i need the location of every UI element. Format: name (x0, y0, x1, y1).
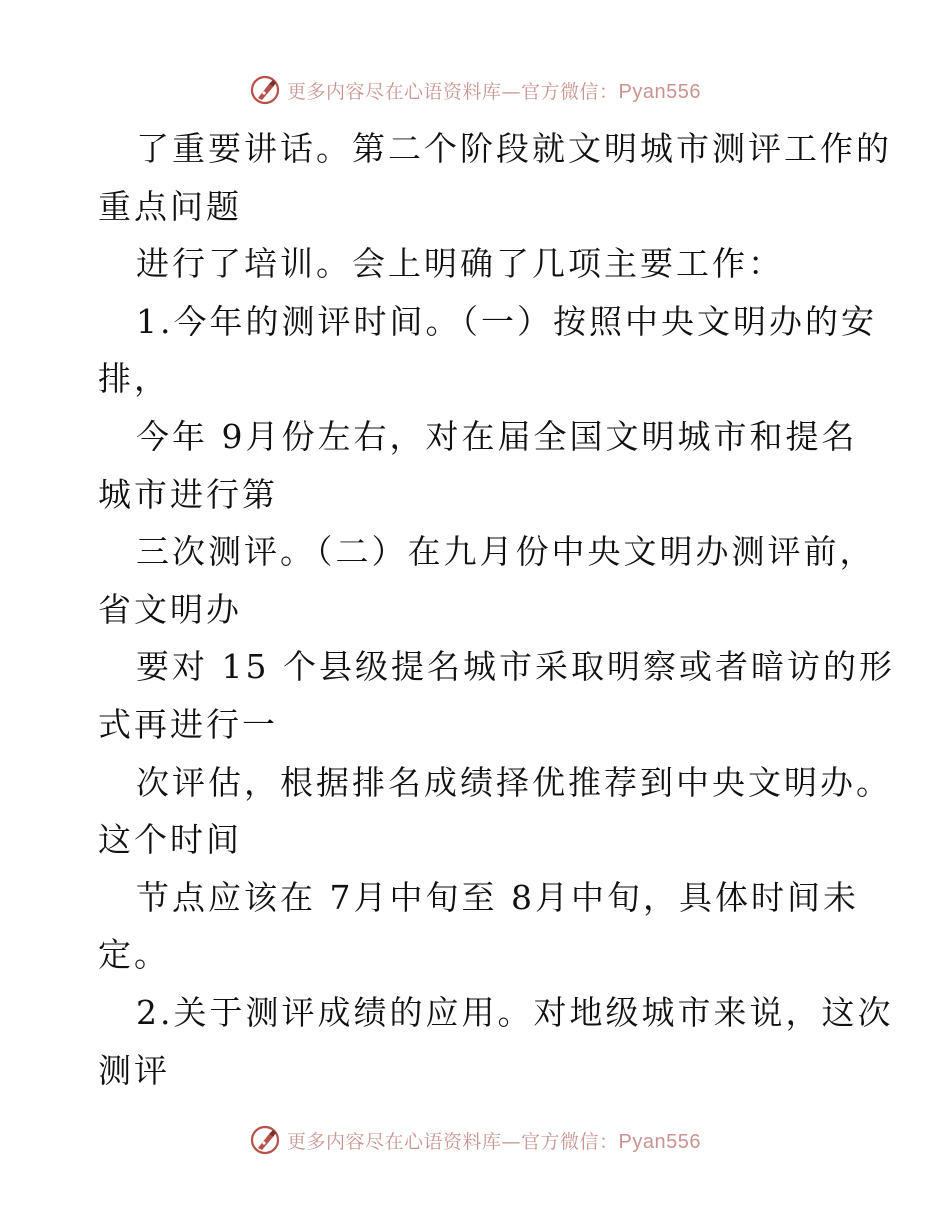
text-line: 这个时间 (98, 820, 242, 860)
watermark-text: 更多内容尽在心语资料库—官方微信：Pyan556 (287, 1130, 701, 1153)
text-line: 次评估，根据排名成绩择优推荐到中央文明办。 (136, 762, 892, 802)
header-watermark (0, 72, 950, 108)
text-line: 今年 9月份左右，对在届全国文明城市和提名 (136, 416, 858, 456)
text-line: 省文明办 (98, 589, 242, 629)
document-body (98, 120, 895, 1099)
text-line: 了重要讲话。第二个阶段就文明城市测评工作的 (136, 129, 892, 168)
pen-nib-logo-icon (249, 74, 281, 106)
text-line: 1.今年的测评时间。（一）按照中央文明办的安 (136, 301, 877, 341)
pen-nib-logo-icon (249, 1124, 281, 1156)
text-line: 三次测评。（二）在九月份中央文明办测评前， (136, 532, 876, 572)
text-line: 式再进行一 (98, 704, 278, 744)
text-line: 测评 (98, 1050, 170, 1090)
footer-watermark (0, 1122, 950, 1158)
text-line: 定。 (98, 935, 170, 975)
text-line: 要对 15 个县级提名城市采取明察或者暗访的形 (136, 647, 895, 687)
text-line: 城市进行第 (98, 474, 278, 514)
text-line: 重点问题 (98, 186, 242, 226)
watermark-text: 更多内容尽在心语资料库—官方微信：Pyan556 (287, 80, 701, 103)
text-line: 2.关于测评成绩的应用。对地级城市来说，这次 (136, 992, 894, 1032)
text-line: 排， (98, 359, 170, 399)
text-line: 节点应该在 7月中旬至 8月中旬，具体时间未 (136, 877, 859, 917)
text-line: 进行了培训。会上明确了几项主要工作： (136, 244, 784, 284)
